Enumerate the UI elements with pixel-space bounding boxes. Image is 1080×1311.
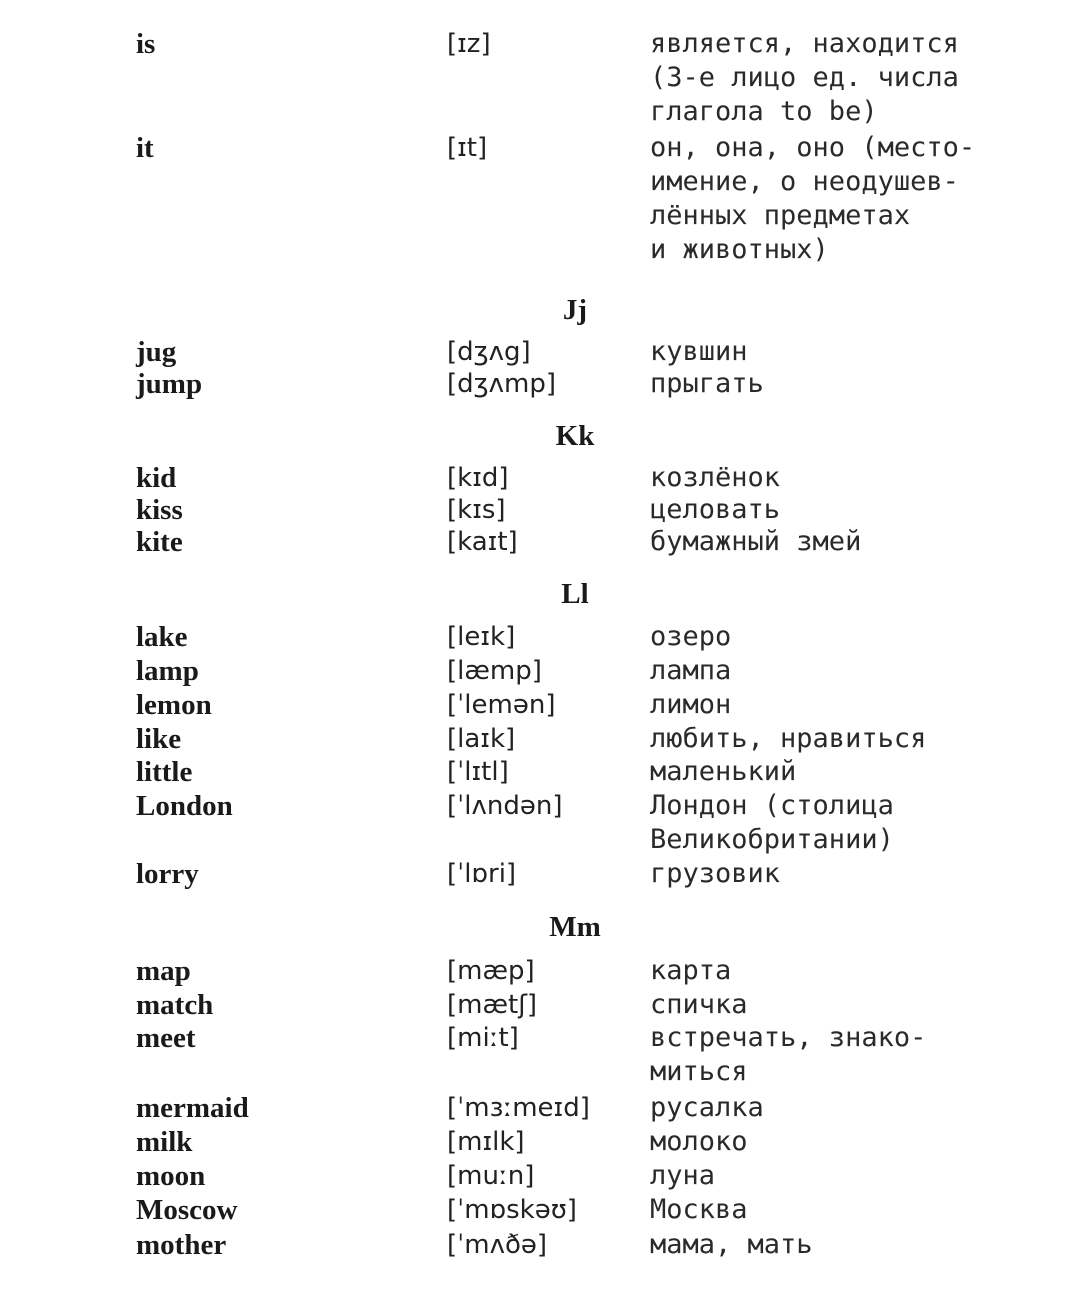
transcription: [mætʃ] <box>447 990 538 1020</box>
translation: карта <box>650 955 732 986</box>
headword: kiss <box>136 494 183 526</box>
headword: is <box>136 28 156 60</box>
section-letter-m: Mm <box>549 911 601 943</box>
translation: целовать <box>650 494 781 525</box>
translation: мама, мать <box>650 1229 813 1260</box>
transcription: [ɪz] <box>447 29 491 59</box>
translation-line: встречать, знако- <box>650 1022 927 1053</box>
transcription: [miːt] <box>447 1023 519 1053</box>
headword: mermaid <box>136 1092 249 1124</box>
transcription: [kɪd] <box>447 463 509 493</box>
transcription: [ɪt] <box>447 133 488 163</box>
transcription: [ˈmʌðə] <box>447 1230 548 1260</box>
headword: lorry <box>136 858 199 890</box>
section-letter-j: Jj <box>562 294 588 326</box>
translation: кувшин <box>650 336 748 367</box>
headword: little <box>136 756 193 788</box>
headword: kid <box>136 462 177 494</box>
translation <box>650 27 1010 129</box>
headword: map <box>136 955 191 987</box>
headword: lake <box>136 621 188 653</box>
headword: London <box>136 790 233 822</box>
headword: jump <box>136 368 203 400</box>
translation-line: и животных) <box>650 234 829 265</box>
translation <box>650 789 1010 857</box>
translation-line: является, находится <box>650 28 959 59</box>
translation: маленький <box>650 756 797 787</box>
transcription: [mæp] <box>447 956 535 986</box>
transcription: [ˈlɪtl] <box>447 757 509 787</box>
translation-line: Лондон (столица <box>650 790 894 821</box>
headword: moon <box>136 1160 206 1192</box>
transcription: [dʒʌg] <box>447 337 531 367</box>
transcription: [ˈlʌndən] <box>447 791 563 821</box>
translation-line: лённых предметах <box>650 200 911 231</box>
headword: like <box>136 723 182 755</box>
headword: meet <box>136 1022 196 1054</box>
translation-line: Великобритании) <box>650 824 894 855</box>
headword: kite <box>136 526 183 558</box>
transcription: [leɪk] <box>447 622 516 652</box>
section-letter-k: Kk <box>555 420 595 452</box>
translation <box>650 1021 1010 1089</box>
headword: milk <box>136 1126 193 1158</box>
headword: mother <box>136 1229 227 1261</box>
headword: lemon <box>136 689 212 721</box>
transcription: [ˈmɜːmeɪd] <box>447 1093 590 1123</box>
transcription: [mɪlk] <box>447 1127 525 1157</box>
translation: козлёнок <box>650 462 781 493</box>
headword: lamp <box>136 655 199 687</box>
transcription: [laɪk] <box>447 724 516 754</box>
translation <box>650 131 1010 267</box>
transcription: [dʒʌmp] <box>447 369 557 399</box>
translation-line: он, она, оно (место- <box>650 132 976 163</box>
translation: бумажный змей <box>650 526 862 557</box>
translation-line: миться <box>650 1056 748 1087</box>
translation: луна <box>650 1160 716 1191</box>
translation: спичка <box>650 989 748 1020</box>
translation-line: (3-е лицо ед. числа <box>650 62 959 93</box>
transcription: [kaɪt] <box>447 527 518 557</box>
transcription: [ˈlemən] <box>447 690 556 720</box>
translation: русалка <box>650 1092 764 1123</box>
translation: любить, нравиться <box>650 723 927 754</box>
translation: молоко <box>650 1126 748 1157</box>
headword: jug <box>136 336 177 368</box>
translation: Москва <box>650 1194 748 1225</box>
transcription: [ˈlɒri] <box>447 859 517 889</box>
headword: match <box>136 989 214 1021</box>
section-letter-l: Ll <box>561 578 589 610</box>
translation: лампа <box>650 655 732 686</box>
headword: it <box>136 132 154 164</box>
headword: Moscow <box>136 1194 238 1226</box>
translation: лимон <box>650 689 732 720</box>
translation: прыгать <box>650 368 764 399</box>
translation: грузовик <box>650 858 781 889</box>
transcription: [kɪs] <box>447 495 506 525</box>
translation-line: имение, о неодушев- <box>650 166 959 197</box>
translation: озеро <box>650 621 732 652</box>
transcription: [ˈmɒskəʊ] <box>447 1195 577 1225</box>
transcription: [læmp] <box>447 656 542 686</box>
translation-line: глагола to be) <box>650 96 878 127</box>
transcription: [muːn] <box>447 1161 535 1191</box>
